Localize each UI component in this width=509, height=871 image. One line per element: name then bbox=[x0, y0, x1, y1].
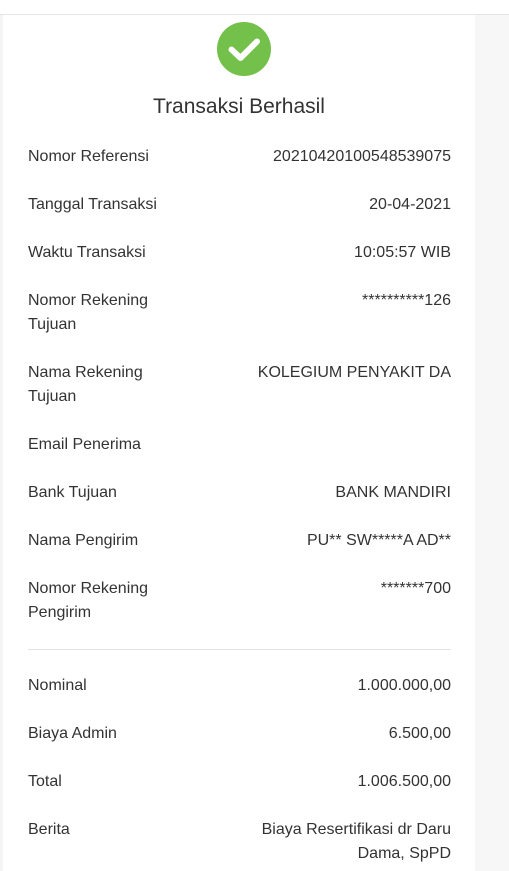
check-circle-icon bbox=[217, 22, 271, 76]
amount-value: Biaya Resertifikasi dr Daru Dama, SpPD bbox=[261, 821, 451, 862]
amount-label: Biaya Admin bbox=[28, 725, 117, 742]
side-background bbox=[475, 15, 509, 871]
detail-row-email-penerima bbox=[28, 433, 451, 457]
detail-label: Nomor Rekening Pengirim bbox=[28, 580, 149, 621]
amount-row-nominal bbox=[28, 674, 451, 698]
detail-value: 10:05:57 WIB bbox=[354, 244, 451, 261]
detail-row-nomor-rekening-pengirim bbox=[28, 577, 451, 625]
amount-row-biaya-admin bbox=[28, 722, 451, 746]
amount-row-berita bbox=[28, 818, 451, 866]
detail-label: Nomor Referensi bbox=[28, 148, 149, 165]
amount-value: 1.000.000,00 bbox=[357, 677, 451, 694]
detail-label: Nomor Rekening Tujuan bbox=[28, 292, 149, 333]
detail-row-nomor-referensi bbox=[28, 145, 451, 169]
detail-value: *******700 bbox=[380, 580, 451, 597]
receipt-card bbox=[3, 15, 475, 871]
detail-value: PU** SW*****A AD** bbox=[306, 532, 451, 549]
status-title: Transaksi Berhasil bbox=[153, 95, 325, 118]
detail-value: BANK MANDIRI bbox=[335, 484, 451, 501]
detail-row-waktu-transaksi bbox=[28, 241, 451, 265]
detail-label: Nama Rekening Tujuan bbox=[28, 364, 143, 405]
detail-label: Nama Pengirim bbox=[28, 532, 139, 549]
section-divider bbox=[28, 649, 451, 650]
amount-label: Berita bbox=[28, 821, 70, 838]
amount-value: 1.006.500,00 bbox=[357, 773, 451, 790]
detail-row-nama-pengirim bbox=[28, 529, 451, 553]
amount-value: 6.500,00 bbox=[388, 725, 451, 742]
detail-value: KOLEGIUM PENYAKIT DA bbox=[257, 364, 451, 381]
detail-label: Email Penerima bbox=[28, 436, 141, 453]
detail-value: 20-04-2021 bbox=[369, 196, 451, 213]
detail-row-bank-tujuan bbox=[28, 481, 451, 505]
detail-row-nomor-rekening-tujuan bbox=[28, 289, 451, 337]
detail-row-nama-rekening-tujuan bbox=[28, 361, 451, 409]
detail-label: Bank Tujuan bbox=[28, 484, 117, 501]
amount-row-total bbox=[28, 770, 451, 794]
detail-row-tanggal-transaksi bbox=[28, 193, 451, 217]
amount-label: Total bbox=[28, 773, 62, 790]
amount-label: Nominal bbox=[28, 677, 87, 694]
detail-label: Waktu Transaksi bbox=[28, 244, 146, 261]
detail-value: 20210420100548539075 bbox=[273, 148, 451, 165]
detail-label: Tanggal Transaksi bbox=[28, 196, 157, 213]
detail-value: **********126 bbox=[362, 292, 451, 309]
top-bar bbox=[0, 0, 509, 15]
